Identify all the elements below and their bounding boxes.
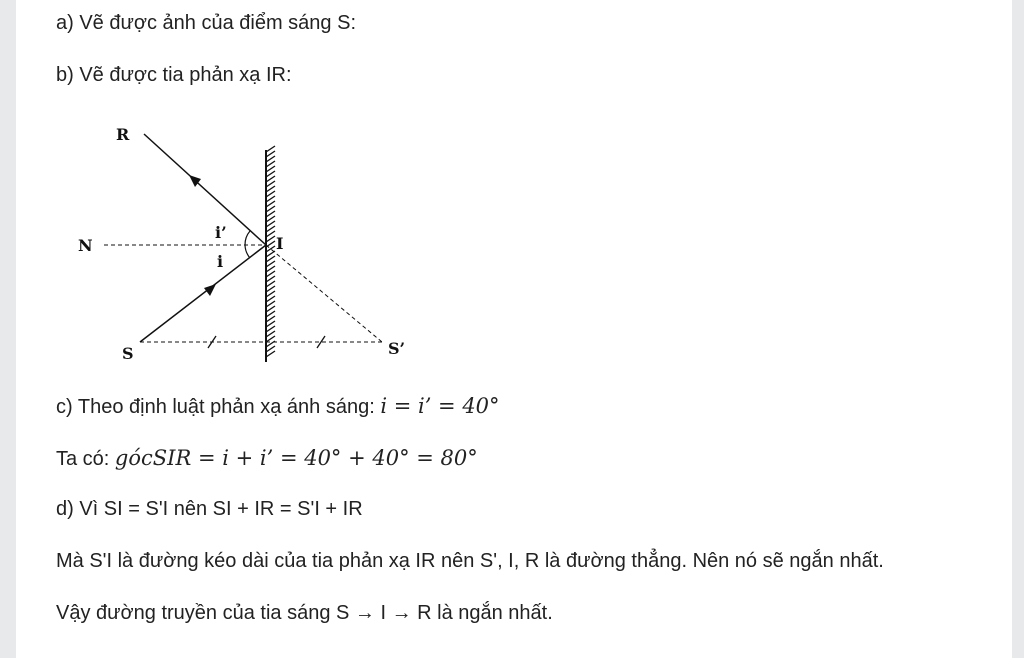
hatch-mark (266, 171, 275, 177)
label-S-prime: S’ (388, 339, 406, 358)
hatch-mark (266, 311, 275, 317)
label-R: R (116, 125, 130, 144)
reflection-diagram (70, 112, 430, 372)
part-c-prefix: c) Theo định luật phản xạ ánh sáng: (56, 396, 381, 418)
hatch-mark (266, 226, 275, 232)
hatch-mark (266, 216, 275, 222)
reflected-ray (144, 134, 266, 245)
hatch-mark (266, 196, 275, 202)
part-d-text: d) Vì SI = S'I nên SI + IR = S'I + IR (56, 498, 363, 520)
hatch-mark (266, 326, 275, 332)
hatch-mark (266, 306, 275, 312)
angle-arc-i-prime (245, 231, 250, 245)
hatch-mark (266, 346, 275, 352)
hatch-mark (266, 151, 275, 157)
part-c-formula: i = i’ = 40° (380, 394, 500, 418)
label-I: I (276, 234, 284, 253)
hatch-mark (266, 201, 275, 207)
explanation-text: Mà S'I là đường kéo dài của tia phản xạ IR nên S', I, R là đường thẳng. Nên nó sẽ ngắn nhất. (56, 550, 884, 572)
hatch-mark (266, 221, 275, 227)
hatch-mark (266, 211, 275, 217)
hatch-mark (266, 296, 275, 302)
hatch-mark (266, 331, 275, 337)
hatch-mark (266, 161, 275, 167)
hatch-mark (266, 256, 275, 262)
part-a-text: a) Vẽ được ảnh của điểm sáng S: (56, 12, 356, 34)
ta-co-text (56, 446, 478, 471)
hatch-mark (266, 291, 275, 297)
conclusion-text: Vậy đường truyền của tia sáng S → I → R là ngắn nhất. (56, 602, 553, 624)
label-S: S (122, 344, 134, 363)
hatch-mark (266, 166, 275, 172)
hatch-mark (266, 316, 275, 322)
hatch-mark (266, 206, 275, 212)
hatch-mark (266, 266, 275, 272)
ta-co-formula: gócSIR = i + i’ = 40° + 40° = 80° (114, 446, 478, 470)
hatch-mark (266, 191, 275, 197)
hatch-mark (266, 281, 275, 287)
hatch-mark (266, 146, 275, 152)
hatch-mark (266, 321, 275, 327)
hatch-mark (266, 336, 275, 342)
hatch-mark (266, 261, 275, 267)
angle-arc-i (245, 245, 250, 258)
label-N: N (78, 236, 93, 255)
hatch-mark (266, 286, 275, 292)
ta-co-prefix: Ta có: (56, 448, 115, 470)
label-i: i (217, 252, 224, 271)
hatch-mark (266, 176, 275, 182)
incident-ray (140, 245, 266, 342)
extension-line (266, 245, 382, 342)
hatch-mark (266, 231, 275, 237)
part-c-text (56, 394, 500, 419)
hatch-mark (266, 276, 275, 282)
hatch-mark (266, 186, 275, 192)
tick-mark-left (208, 336, 216, 348)
hatch-mark (266, 181, 275, 187)
hatch-mark (266, 271, 275, 277)
hatch-mark (266, 301, 275, 307)
part-b-text: b) Vẽ được tia phản xạ IR: (56, 64, 292, 86)
hatch-mark (266, 351, 275, 357)
label-i-prime: i’ (215, 223, 227, 242)
hatch-mark (266, 236, 275, 242)
incident-arrow (204, 284, 216, 296)
hatch-mark (266, 156, 275, 162)
